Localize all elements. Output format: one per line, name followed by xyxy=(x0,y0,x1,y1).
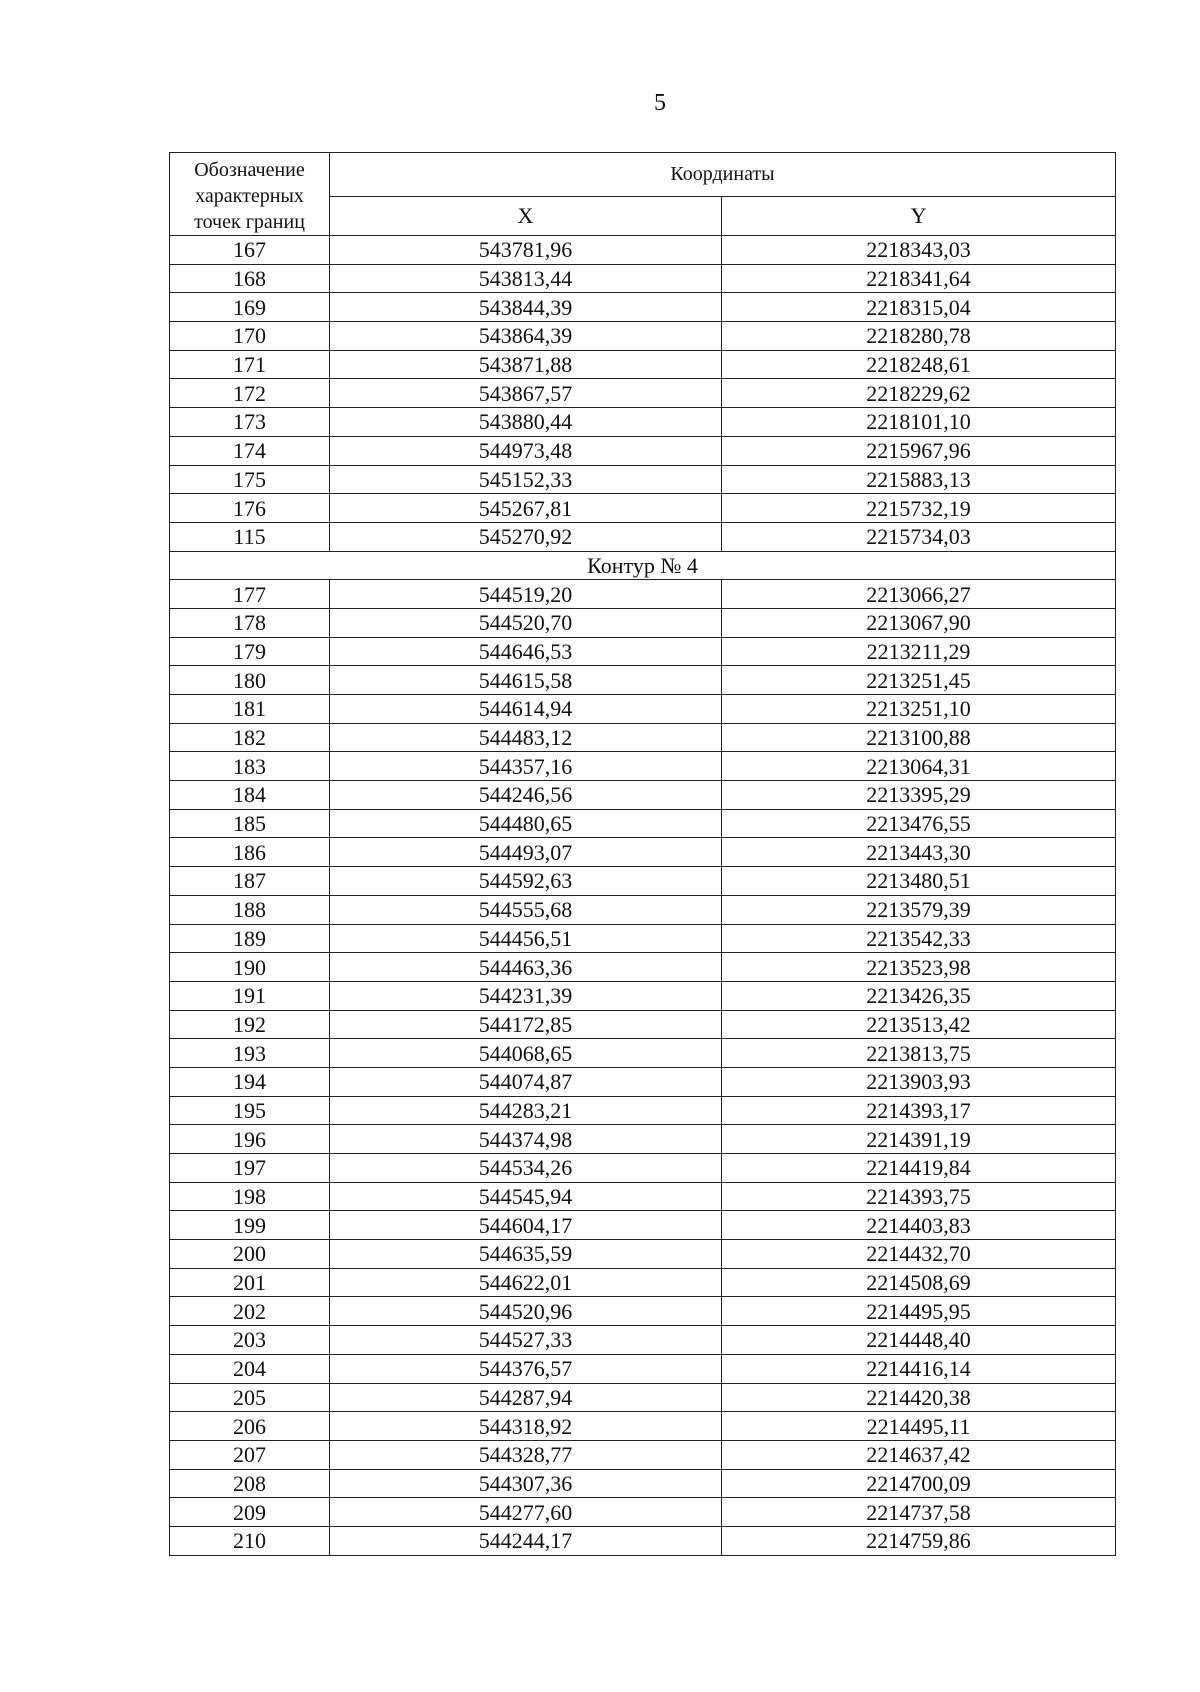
x-coordinate-cell: 544480,65 xyxy=(330,809,722,838)
table-row xyxy=(170,1469,1116,1498)
y-coordinate-cell: 2213480,51 xyxy=(722,867,1116,896)
point-id-cell: 174 xyxy=(170,436,330,465)
y-coordinate-cell: 2214737,58 xyxy=(722,1498,1116,1527)
x-coordinate-cell: 544604,17 xyxy=(330,1211,722,1240)
point-id-cell: 169 xyxy=(170,293,330,322)
point-id-cell: 194 xyxy=(170,1067,330,1096)
x-coordinate-cell: 544520,96 xyxy=(330,1297,722,1326)
y-coordinate-cell: 2214508,69 xyxy=(722,1268,1116,1297)
y-coordinate-cell: 2213523,98 xyxy=(722,953,1116,982)
point-designation-header: Обозначение характерных точек границ xyxy=(170,153,330,236)
y-coordinate-cell: 2213066,27 xyxy=(722,580,1116,609)
y-coordinate-cell: 2214403,83 xyxy=(722,1211,1116,1240)
x-coordinate-cell: 544231,39 xyxy=(330,981,722,1010)
point-id-cell: 207 xyxy=(170,1440,330,1469)
x-coordinate-cell: 544646,53 xyxy=(330,637,722,666)
table-row xyxy=(170,580,1116,609)
point-id-cell: 188 xyxy=(170,895,330,924)
y-coordinate-cell: 2214495,11 xyxy=(722,1412,1116,1441)
y-coordinate-cell: 2213426,35 xyxy=(722,981,1116,1010)
y-coordinate-cell: 2213476,55 xyxy=(722,809,1116,838)
point-id-cell: 167 xyxy=(170,236,330,265)
y-coordinate-cell: 2213579,39 xyxy=(722,895,1116,924)
point-id-cell: 193 xyxy=(170,1039,330,1068)
point-id-cell: 197 xyxy=(170,1154,330,1183)
point-id-cell: 177 xyxy=(170,580,330,609)
x-coordinate-cell: 544545,94 xyxy=(330,1182,722,1211)
table-row xyxy=(170,981,1116,1010)
y-coordinate-cell: 2214637,42 xyxy=(722,1440,1116,1469)
x-coordinate-cell: 544520,70 xyxy=(330,608,722,637)
y-coordinate-cell: 2218229,62 xyxy=(722,379,1116,408)
contour-label: Контур № 4 xyxy=(170,551,1116,580)
table-row xyxy=(170,1010,1116,1039)
table-body-top xyxy=(170,236,1116,552)
y-column-header: Y xyxy=(722,196,1116,235)
x-coordinate-cell: 544172,85 xyxy=(330,1010,722,1039)
table-row xyxy=(170,637,1116,666)
table-row xyxy=(170,494,1116,523)
table-row xyxy=(170,809,1116,838)
y-coordinate-cell: 2214416,14 xyxy=(722,1354,1116,1383)
point-id-cell: 206 xyxy=(170,1412,330,1441)
y-coordinate-cell: 2215967,96 xyxy=(722,436,1116,465)
y-coordinate-cell: 2214393,75 xyxy=(722,1182,1116,1211)
table-row xyxy=(170,1039,1116,1068)
y-coordinate-cell: 2213100,88 xyxy=(722,723,1116,752)
x-coordinate-cell: 545152,33 xyxy=(330,465,722,494)
table-row xyxy=(170,1354,1116,1383)
x-coordinate-cell: 544519,20 xyxy=(330,580,722,609)
table-row xyxy=(170,924,1116,953)
x-coordinate-cell: 544493,07 xyxy=(330,838,722,867)
x-coordinate-cell: 543871,88 xyxy=(330,350,722,379)
table-row xyxy=(170,1067,1116,1096)
y-coordinate-cell: 2215734,03 xyxy=(722,522,1116,551)
table-row xyxy=(170,953,1116,982)
y-coordinate-cell: 2218248,61 xyxy=(722,350,1116,379)
x-coordinate-cell: 544318,92 xyxy=(330,1412,722,1441)
point-id-cell: 168 xyxy=(170,264,330,293)
x-coordinate-cell: 544244,17 xyxy=(330,1526,722,1555)
x-coordinate-cell: 544973,48 xyxy=(330,436,722,465)
x-coordinate-cell: 544463,36 xyxy=(330,953,722,982)
y-coordinate-cell: 2213443,30 xyxy=(722,838,1116,867)
point-id-cell: 181 xyxy=(170,695,330,724)
y-coordinate-cell: 2214495,95 xyxy=(722,1297,1116,1326)
y-coordinate-cell: 2218280,78 xyxy=(722,322,1116,351)
x-coordinate-cell: 543813,44 xyxy=(330,264,722,293)
x-coordinate-cell: 544357,16 xyxy=(330,752,722,781)
table-row xyxy=(170,1383,1116,1412)
y-coordinate-cell: 2214448,40 xyxy=(722,1326,1116,1355)
y-coordinate-cell: 2214759,86 xyxy=(722,1526,1116,1555)
point-id-cell: 203 xyxy=(170,1326,330,1355)
point-id-cell: 115 xyxy=(170,522,330,551)
y-coordinate-cell: 2213064,31 xyxy=(722,752,1116,781)
point-id-cell: 210 xyxy=(170,1526,330,1555)
x-coordinate-cell: 543867,57 xyxy=(330,379,722,408)
x-coordinate-cell: 543844,39 xyxy=(330,293,722,322)
x-coordinate-cell: 544277,60 xyxy=(330,1498,722,1527)
x-coordinate-cell: 544483,12 xyxy=(330,723,722,752)
point-id-cell: 189 xyxy=(170,924,330,953)
point-id-cell: 184 xyxy=(170,781,330,810)
point-id-cell: 205 xyxy=(170,1383,330,1412)
point-id-cell: 170 xyxy=(170,322,330,351)
y-coordinate-cell: 2218343,03 xyxy=(722,236,1116,265)
table-row xyxy=(170,1240,1116,1269)
x-coordinate-cell: 544622,01 xyxy=(330,1268,722,1297)
point-id-cell: 199 xyxy=(170,1211,330,1240)
point-id-cell: 209 xyxy=(170,1498,330,1527)
y-coordinate-cell: 2213251,45 xyxy=(722,666,1116,695)
table-row xyxy=(170,666,1116,695)
point-id-cell: 187 xyxy=(170,867,330,896)
x-coordinate-cell: 544074,87 xyxy=(330,1067,722,1096)
y-coordinate-cell: 2213813,75 xyxy=(722,1039,1116,1068)
x-coordinate-cell: 544068,65 xyxy=(330,1039,722,1068)
point-id-cell: 204 xyxy=(170,1354,330,1383)
x-coordinate-cell: 543864,39 xyxy=(330,322,722,351)
point-id-cell: 178 xyxy=(170,608,330,637)
table-row xyxy=(170,1125,1116,1154)
table-row xyxy=(170,322,1116,351)
boundary-coordinates-table xyxy=(169,152,1116,1556)
table-row xyxy=(170,1211,1116,1240)
table-row xyxy=(170,1268,1116,1297)
table-row xyxy=(170,608,1116,637)
table-row xyxy=(170,408,1116,437)
point-id-cell: 195 xyxy=(170,1096,330,1125)
table-body-bottom xyxy=(170,580,1116,1555)
x-coordinate-cell: 544328,77 xyxy=(330,1440,722,1469)
x-column-header: X xyxy=(330,196,722,235)
y-coordinate-cell: 2214420,38 xyxy=(722,1383,1116,1412)
table-row xyxy=(170,1326,1116,1355)
y-coordinate-cell: 2213251,10 xyxy=(722,695,1116,724)
table-row xyxy=(170,1096,1116,1125)
x-coordinate-cell: 544615,58 xyxy=(330,666,722,695)
x-coordinate-cell: 543880,44 xyxy=(330,408,722,437)
point-id-cell: 172 xyxy=(170,379,330,408)
x-coordinate-cell: 544635,59 xyxy=(330,1240,722,1269)
x-coordinate-cell: 543781,96 xyxy=(330,236,722,265)
table-row xyxy=(170,781,1116,810)
section-divider xyxy=(170,551,1116,580)
point-id-cell: 171 xyxy=(170,350,330,379)
y-coordinate-cell: 2213395,29 xyxy=(722,781,1116,810)
table-row xyxy=(170,236,1116,265)
table-row xyxy=(170,1498,1116,1527)
point-id-cell: 196 xyxy=(170,1125,330,1154)
y-coordinate-cell: 2213903,93 xyxy=(722,1067,1116,1096)
table-row xyxy=(170,1182,1116,1211)
table-row xyxy=(170,465,1116,494)
table-row xyxy=(170,1297,1116,1326)
table-row xyxy=(170,522,1116,551)
y-coordinate-cell: 2214700,09 xyxy=(722,1469,1116,1498)
x-coordinate-cell: 544283,21 xyxy=(330,1096,722,1125)
table-row xyxy=(170,350,1116,379)
table-row xyxy=(170,436,1116,465)
point-id-cell: 191 xyxy=(170,981,330,1010)
point-id-cell: 180 xyxy=(170,666,330,695)
y-coordinate-cell: 2213067,90 xyxy=(722,608,1116,637)
x-coordinate-cell: 544376,57 xyxy=(330,1354,722,1383)
y-coordinate-cell: 2218315,04 xyxy=(722,293,1116,322)
x-coordinate-cell: 544527,33 xyxy=(330,1326,722,1355)
point-id-cell: 185 xyxy=(170,809,330,838)
point-id-cell: 186 xyxy=(170,838,330,867)
table-row xyxy=(170,1154,1116,1183)
point-id-cell: 200 xyxy=(170,1240,330,1269)
point-id-cell: 208 xyxy=(170,1469,330,1498)
table-row xyxy=(170,1412,1116,1441)
y-coordinate-cell: 2213542,33 xyxy=(722,924,1116,953)
section-row xyxy=(170,551,1116,580)
table-row xyxy=(170,838,1116,867)
x-coordinate-cell: 544456,51 xyxy=(330,924,722,953)
x-coordinate-cell: 544592,63 xyxy=(330,867,722,896)
y-coordinate-cell: 2214419,84 xyxy=(722,1154,1116,1183)
table-row xyxy=(170,867,1116,896)
point-id-cell: 173 xyxy=(170,408,330,437)
table-row xyxy=(170,752,1116,781)
y-coordinate-cell: 2213513,42 xyxy=(722,1010,1116,1039)
y-coordinate-cell: 2215732,19 xyxy=(722,494,1116,523)
table-row xyxy=(170,264,1116,293)
y-coordinate-cell: 2214432,70 xyxy=(722,1240,1116,1269)
point-id-cell: 175 xyxy=(170,465,330,494)
point-id-cell: 183 xyxy=(170,752,330,781)
y-coordinate-cell: 2214393,17 xyxy=(722,1096,1116,1125)
point-id-cell: 192 xyxy=(170,1010,330,1039)
table-row xyxy=(170,895,1116,924)
page-number: 5 xyxy=(654,90,666,116)
y-coordinate-cell: 2214391,19 xyxy=(722,1125,1116,1154)
y-coordinate-cell: 2215883,13 xyxy=(722,465,1116,494)
table-row xyxy=(170,379,1116,408)
table-row xyxy=(170,723,1116,752)
point-id-cell: 179 xyxy=(170,637,330,666)
point-id-cell: 190 xyxy=(170,953,330,982)
point-id-cell: 176 xyxy=(170,494,330,523)
x-coordinate-cell: 544287,94 xyxy=(330,1383,722,1412)
coordinates-header: Координаты xyxy=(330,153,1116,197)
x-coordinate-cell: 544614,94 xyxy=(330,695,722,724)
point-id-cell: 202 xyxy=(170,1297,330,1326)
x-coordinate-cell: 544534,26 xyxy=(330,1154,722,1183)
x-coordinate-cell: 544374,98 xyxy=(330,1125,722,1154)
table-row xyxy=(170,1526,1116,1555)
y-coordinate-cell: 2218101,10 xyxy=(722,408,1116,437)
table-row xyxy=(170,1440,1116,1469)
y-coordinate-cell: 2218341,64 xyxy=(722,264,1116,293)
table-row xyxy=(170,293,1116,322)
x-coordinate-cell: 544555,68 xyxy=(330,895,722,924)
table-row xyxy=(170,695,1116,724)
table-header-row xyxy=(170,153,1116,197)
point-id-cell: 201 xyxy=(170,1268,330,1297)
x-coordinate-cell: 545270,92 xyxy=(330,522,722,551)
point-id-cell: 182 xyxy=(170,723,330,752)
point-id-cell: 198 xyxy=(170,1182,330,1211)
x-coordinate-cell: 545267,81 xyxy=(330,494,722,523)
x-coordinate-cell: 544307,36 xyxy=(330,1469,722,1498)
y-coordinate-cell: 2213211,29 xyxy=(722,637,1116,666)
x-coordinate-cell: 544246,56 xyxy=(330,781,722,810)
